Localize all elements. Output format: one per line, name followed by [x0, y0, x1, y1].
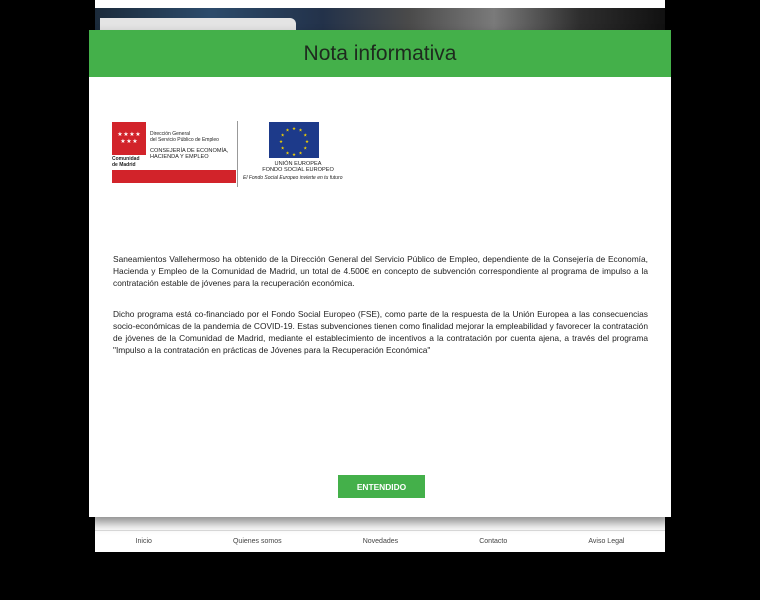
svg-text:★: ★: [303, 146, 308, 152]
svg-text:★: ★: [291, 127, 297, 132]
svg-text:★: ★: [280, 146, 285, 152]
svg-text:★: ★: [303, 133, 308, 139]
svg-text:★: ★: [298, 128, 303, 134]
footer-link-aviso-legal[interactable]: Aviso Legal: [588, 537, 625, 545]
direccion-general-label: Dirección General del Servicio Público de Empleo: [150, 131, 219, 143]
sponsor-logos: [112, 121, 358, 187]
svg-text:★: ★: [304, 140, 310, 145]
svg-text:★: ★: [278, 140, 284, 145]
consejeria-label: CONSEJERÍA DE ECONOMÍA, HACIENDA Y EMPLEO: [150, 148, 229, 160]
comunidad-madrid-name: Comunidad de Madrid: [112, 156, 140, 168]
fse-label: FONDO SOCIAL EUROPEO: [262, 167, 334, 173]
comunidad-madrid-logo: [112, 121, 238, 187]
eu-flag-icon: [269, 122, 319, 158]
entendido-button[interactable]: ENTENDIDO: [338, 475, 425, 498]
madrid-flag-icon: ★ ★ ★ ★ ★ ★ ★: [112, 122, 146, 155]
info-modal: [89, 30, 671, 517]
eu-label: UNIÓN EUROPEA: [274, 161, 322, 167]
footer-link-contacto[interactable]: Contacto: [479, 537, 508, 545]
footer-nav: [95, 530, 665, 551]
modal-header: [89, 30, 671, 77]
footer-link-inicio[interactable]: Inicio: [135, 537, 152, 545]
footer-link-quienes-somos[interactable]: Quienes somos: [232, 537, 282, 545]
modal-body: [113, 253, 648, 375]
info-paragraph-2: Dicho programa está co-financiado por el Fondo Social Europeo (FSE), como parte de la respuesta de la Unión Europea a las consecuencias socio-económicas de la pandemia de COVID-19. Estas subvenciones tienen como finalidad mejorar la empleabilidad y favorecer la contratación de jóvenes de la Comunidad de Madrid, mediante el establecimiento de incentivos a la contratación por cuenta ajena, a través del programa "Impulso a la contratación en prácticas de Jóvenes para la Recuperación Económica": [113, 309, 648, 355]
union-europea-logo: [243, 121, 358, 187]
fse-slogan: El Fondo Social Europeo invierte en tu futuro: [243, 175, 343, 181]
svg-text:★: ★: [298, 151, 303, 157]
madrid-red-bar: [112, 170, 236, 183]
info-paragraph-1: Saneamientos Vallehermoso ha obtenido de la Dirección General del Servicio Público de Empleo, dependiente de la Consejería de Economía, Hacienda y Empleo de la Comunidad de Madrid, un total de 4.500€ en concepto de subvención correspondiente al programa de impulso a la contratación estable de jóvenes para la recuperación económica.: [113, 254, 648, 288]
footer-link-novedades[interactable]: Novedades: [362, 537, 399, 545]
svg-text:★: ★: [280, 133, 285, 139]
svg-text:★: ★: [291, 153, 297, 158]
svg-text:★: ★: [285, 128, 290, 134]
svg-text:★: ★: [285, 151, 290, 157]
modal-title: Nota informativa: [303, 41, 457, 65]
